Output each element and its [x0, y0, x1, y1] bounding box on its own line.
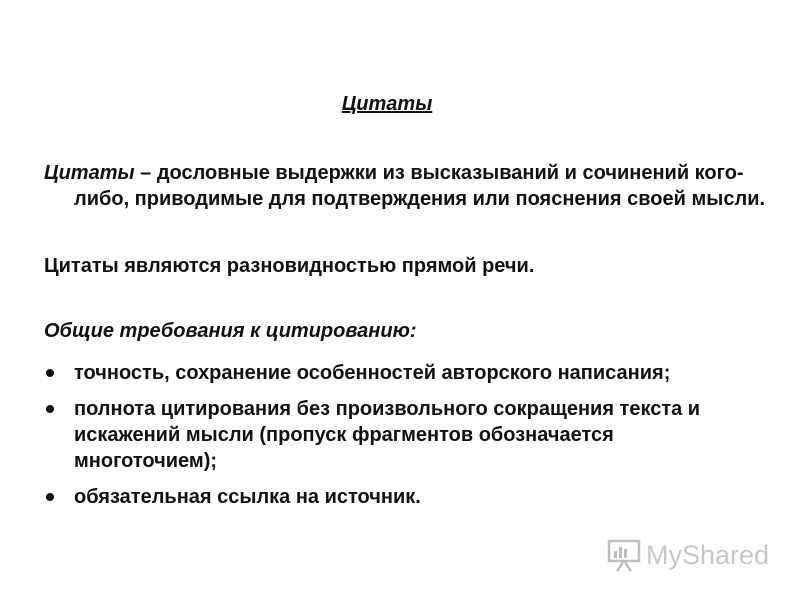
slide-title: Цитаты	[341, 93, 433, 115]
bullet-icon	[46, 405, 54, 413]
list-item	[44, 396, 744, 474]
presentation-board-icon	[606, 537, 642, 573]
bullet-icon	[46, 493, 54, 501]
definition-text: – дословные выдержки из высказываний и сочинений кого-либо, приводимые для подтверждения или пояснения своей мысли.	[74, 162, 766, 210]
requirements-list	[44, 360, 744, 520]
list-item-text: точность, сохранение особенностей авторского написания;	[74, 362, 671, 384]
definition-paragraph	[44, 160, 774, 212]
list-item	[44, 360, 744, 386]
watermark-text: MyShared	[646, 539, 770, 570]
watermark	[606, 535, 769, 575]
list-item	[44, 484, 744, 510]
list-item-text: обязательная ссылка на источник.	[74, 486, 421, 508]
bullet-icon	[46, 369, 54, 377]
requirements-heading: Общие требования к цитированию:	[44, 320, 417, 342]
list-item-text: полнота цитирования без произвольного сокращения текста и искажений мысли (пропуск фрагментов обозначается многоточием);	[74, 398, 701, 472]
definition-term: Цитаты	[44, 162, 135, 184]
statement-paragraph: Цитаты являются разновидностью прямой речи.	[44, 255, 535, 277]
